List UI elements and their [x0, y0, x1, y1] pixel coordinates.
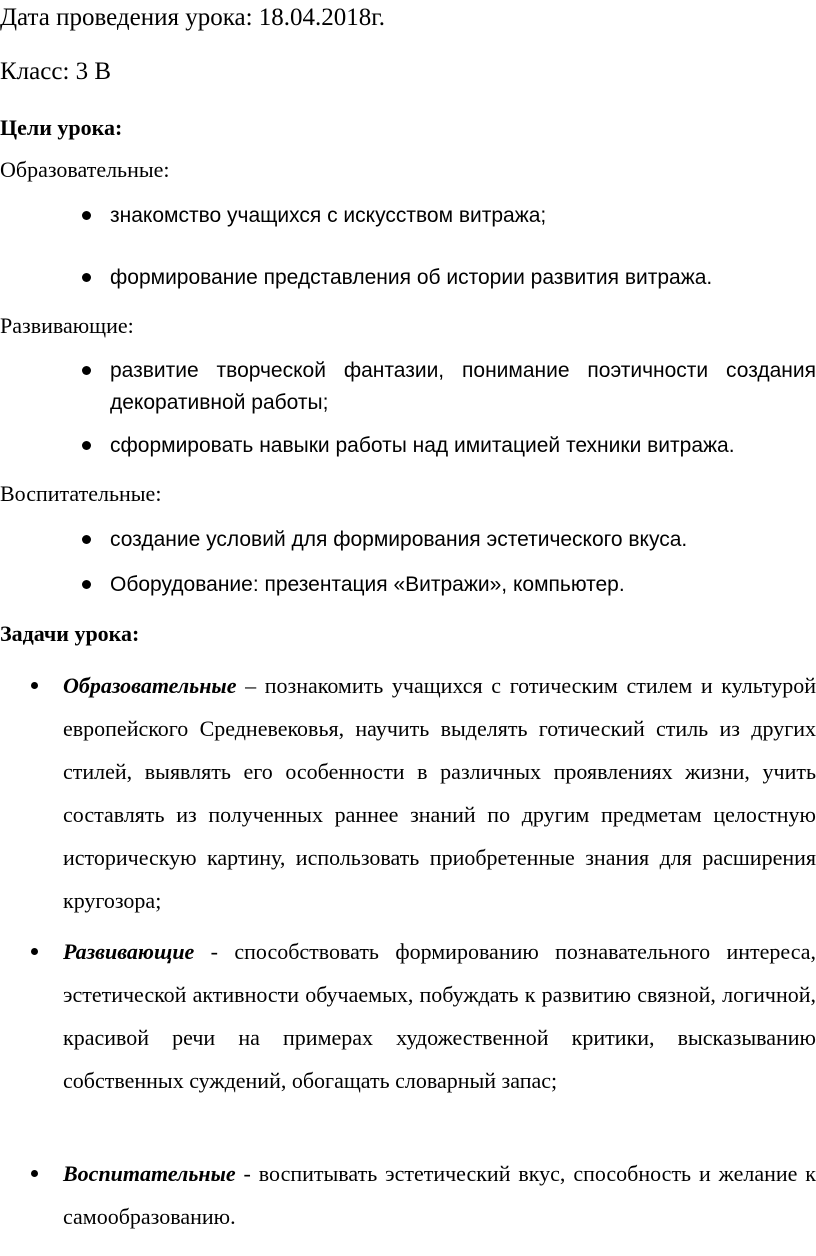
task-text: – познакомить учащихся с готическим стилем и культурой европейского Средневековья, научить выделять готический стиль из других стилей, выявлять его особенности в различных проявлениях жизни, учить составлять из полученных раннее знаний по другим предметам целостную историческую картину, использовать приобретенные знания для расширения кругозора; — [63, 673, 816, 913]
developing-goals-label: Развивающие: — [0, 313, 134, 338]
task-item-upbringing — [63, 1152, 816, 1238]
goals-heading: Цели урока: — [0, 115, 123, 140]
bullet-icon — [82, 355, 94, 387]
task-item-developing — [63, 930, 816, 1102]
bullet-icon — [82, 524, 94, 556]
task-item-educational — [63, 664, 816, 922]
task-lead: Образовательные — [63, 673, 237, 698]
educational-goals-label: Образовательные: — [0, 157, 170, 182]
tasks-heading: Задачи урока: — [0, 621, 140, 646]
task-lead: Развивающие — [63, 939, 195, 964]
bullet-icon — [82, 430, 94, 462]
upbringing-goals-label: Воспитательные: — [0, 481, 162, 506]
task-text: - способствовать формированию познавательного интереса, эстетической активности обучаемых, побуждать к развитию связной, логичной, красивой речи на примерах художественной критики, высказыванию собственных суждений, обогащать словарный запас; — [63, 939, 816, 1093]
task-text: - воспитывать эстетический вкус, способность и желание к самообразованию. — [63, 1161, 816, 1229]
list-item: создание условий для формирования эстетического вкуса. — [110, 528, 688, 551]
list-item: знакомство учащихся с искусством витража; — [110, 204, 547, 227]
bullet-icon — [31, 664, 39, 707]
bullet-icon — [31, 930, 39, 973]
bullet-icon — [82, 262, 94, 294]
class-line: Класс: 3 В — [0, 58, 112, 85]
list-item: Оборудование: презентация «Витражи», компьютер. — [110, 573, 625, 596]
bullet-icon — [82, 569, 94, 601]
lesson-date: Дата проведения урока: 18.04.2018г. — [0, 4, 385, 31]
list-item: формирование представления об истории развития витража. — [110, 266, 713, 289]
list-item: развитие творческой фантазии, понимание поэтичности создания декоративной работы; — [110, 359, 816, 414]
list-item: сформировать навыки работы над имитацией техники витража. — [110, 434, 735, 457]
bullet-icon — [31, 1152, 39, 1195]
task-lead: Воспитательные — [63, 1161, 236, 1186]
bullet-icon — [82, 200, 94, 232]
